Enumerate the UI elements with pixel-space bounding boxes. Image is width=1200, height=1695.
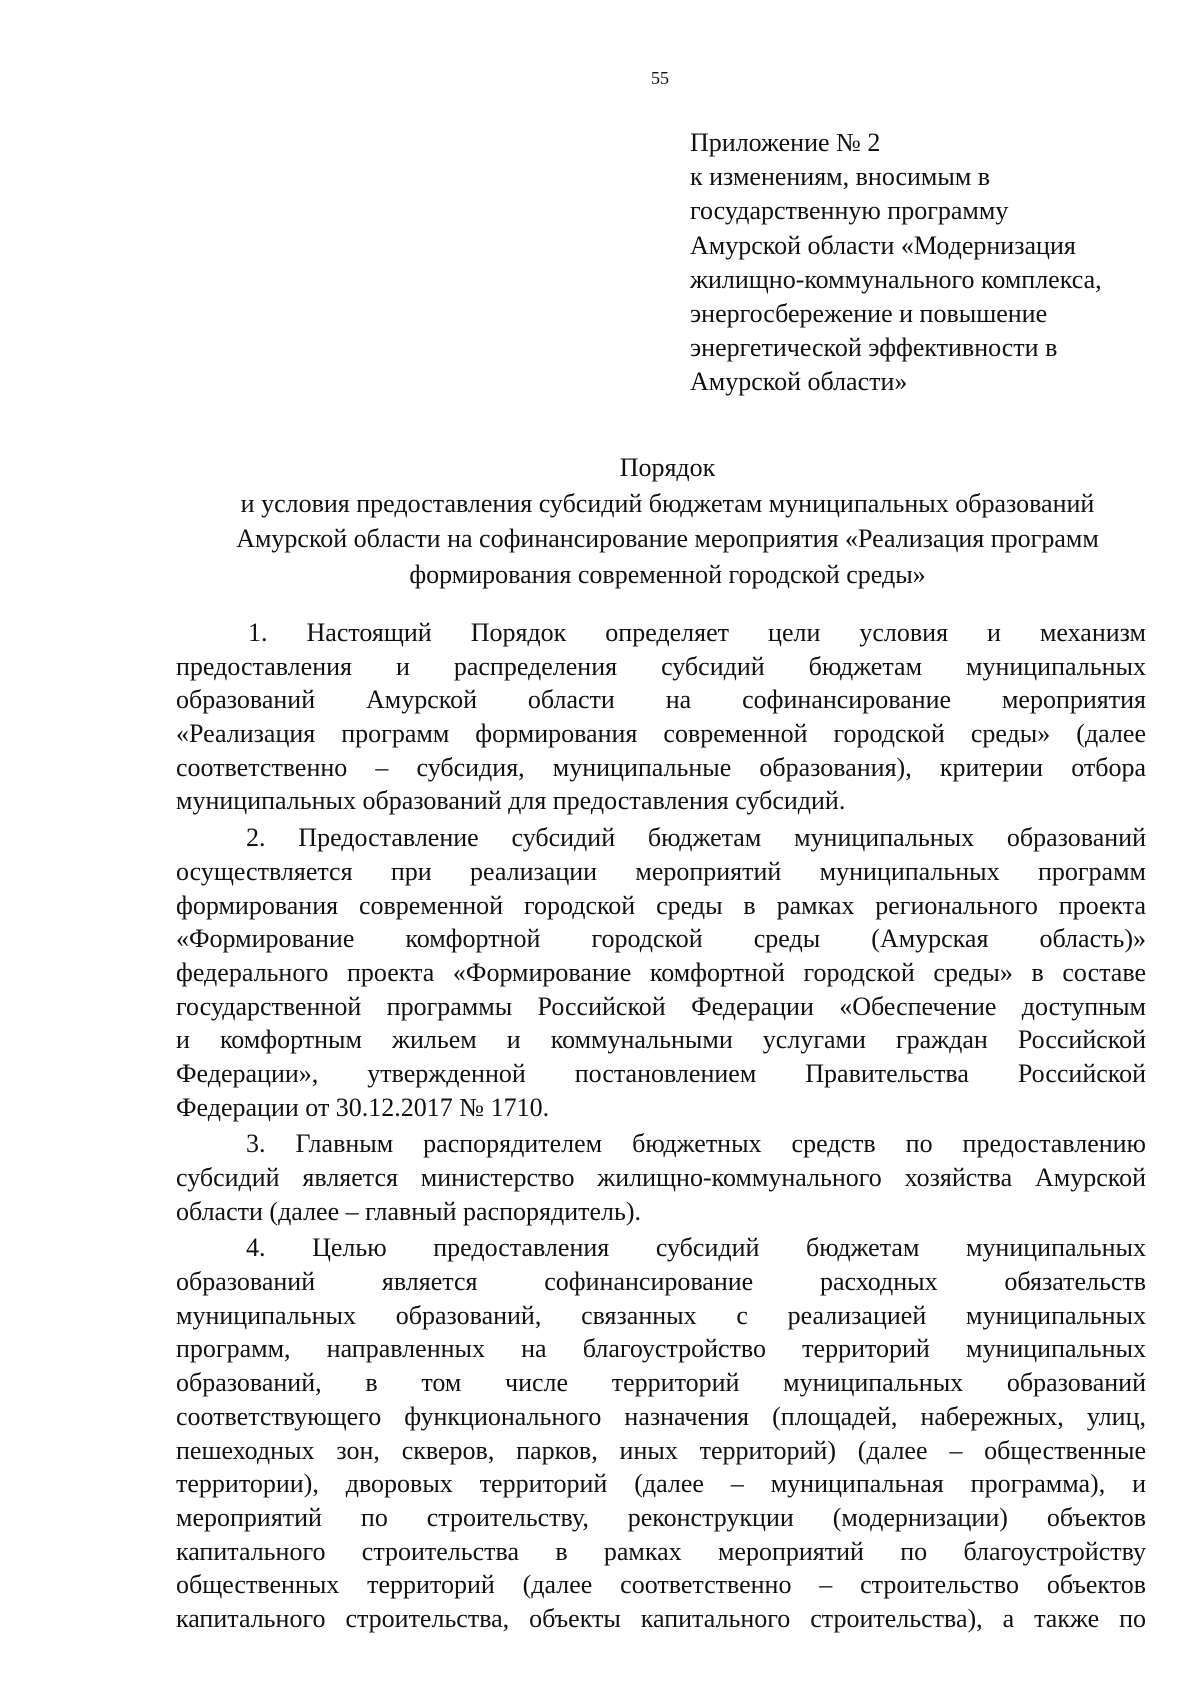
paragraph-line: пешеходных зон, скверов, парков, иных территорий) (далее – общественные <box>176 1435 1146 1465</box>
paragraph-2 <box>176 821 1146 1124</box>
paragraph-line: образований Амурской области на софинансирование мероприятия <box>176 685 1146 715</box>
appendix-line: Приложение № 2 <box>690 128 881 157</box>
title-line: Амурской области на софинансирование мероприятия «Реализация программ <box>236 524 1099 553</box>
paragraph-3 <box>176 1127 1146 1228</box>
paragraph-line: формирования современной городской среды в рамках регионального проекта <box>176 890 1146 920</box>
paragraph-line: соответствующего функционального назначения (площадей, набережных, улиц, <box>176 1401 1146 1431</box>
paragraph-line: предоставления и распределения субсидий бюджетам муниципальных <box>176 651 1146 681</box>
paragraph-line: капитального строительства, объекты капитального строительства), а также по <box>176 1603 1146 1633</box>
document-title <box>175 450 1160 592</box>
appendix-line: энергосбережение и повышение <box>690 299 1048 329</box>
paragraph-line: общественных территорий (далее соответственно – строительство объектов <box>176 1570 1146 1600</box>
paragraph-line: соответственно – субсидия, муниципальные образования), критерии отбора <box>176 752 1146 782</box>
paragraph-line: территории), дворовых территорий (далее – муниципальная программа), и <box>176 1469 1146 1499</box>
appendix-header <box>690 126 1170 400</box>
paragraph-line: программ, направленных на благоустройство территорий муниципальных <box>176 1334 1146 1364</box>
paragraph-line: Федерации», утвержденной постановлением Правительства Российской <box>176 1058 1146 1088</box>
paragraph-1 <box>176 616 1146 818</box>
title-line: формирования современной городской среды» <box>409 559 926 589</box>
appendix-line: Амурской области «Модернизация <box>690 230 1076 260</box>
paragraph-line: 3. Главным распорядителем бюджетных средств по предоставлению <box>246 1129 1146 1159</box>
paragraph-line: 2. Предоставление субсидий бюджетам муниципальных образований <box>246 823 1146 853</box>
paragraph-line: субсидий является министерство жилищно-коммунального хозяйства Амурской <box>176 1163 1146 1192</box>
paragraph-line: 4. Целью предоставления субсидий бюджетам муниципальных <box>246 1233 1146 1263</box>
appendix-line: жилищно-коммунального комплекса, <box>690 264 1102 294</box>
title-line: и условия предоставления субсидий бюджетам муниципальных образований <box>240 488 1095 518</box>
paragraph-line: «Формирование комфортной городской среды (Амурская область)» <box>176 924 1146 954</box>
paragraph-4 <box>176 1231 1146 1635</box>
paragraph-line: образований, в том числе территорий муниципальных образований <box>176 1368 1146 1398</box>
paragraph-line: муниципальных образований, связанных с реализацией муниципальных <box>176 1300 1146 1330</box>
document-body <box>176 616 1146 1636</box>
paragraph-line: федерального проекта «Формирование комфортной городской среды» в составе <box>176 957 1146 987</box>
page-number: 55 <box>651 68 669 88</box>
title-line: Порядок <box>619 453 716 482</box>
paragraph-line: «Реализация программ формирования современной городской среды» (далее <box>176 719 1146 749</box>
paragraph-line: мероприятий по строительству, реконструкции (модернизации) объектов <box>176 1502 1146 1532</box>
paragraph-line: 1. Настоящий Порядок определяет цели условия и механизм <box>248 618 1146 647</box>
paragraph-line: области (далее – главный распорядитель). <box>176 1196 642 1226</box>
paragraph-line: осуществляется при реализации мероприятий муниципальных программ <box>176 856 1146 886</box>
paragraph-line: государственной программы Российской Федерации «Обеспечение доступным <box>176 991 1146 1021</box>
paragraph-line: и комфортным жильем и коммунальными услугами граждан Российской <box>176 1025 1146 1055</box>
appendix-line: государственную программу <box>690 196 1009 226</box>
appendix-line: к изменениям, вносимым в <box>690 162 991 192</box>
paragraph-line: капитального строительства в рамках мероприятий по благоустройству <box>176 1536 1146 1566</box>
paragraph-line: образований является софинансирование расходных обязательств <box>176 1267 1146 1297</box>
appendix-line: энергетической эффективности в <box>690 333 1058 363</box>
appendix-line: Амурской области» <box>690 367 908 397</box>
paragraph-line: муниципальных образований для предоставления субсидий. <box>176 786 846 816</box>
paragraph-line: Федерации от 30.12.2017 № 1710. <box>176 1092 550 1122</box>
